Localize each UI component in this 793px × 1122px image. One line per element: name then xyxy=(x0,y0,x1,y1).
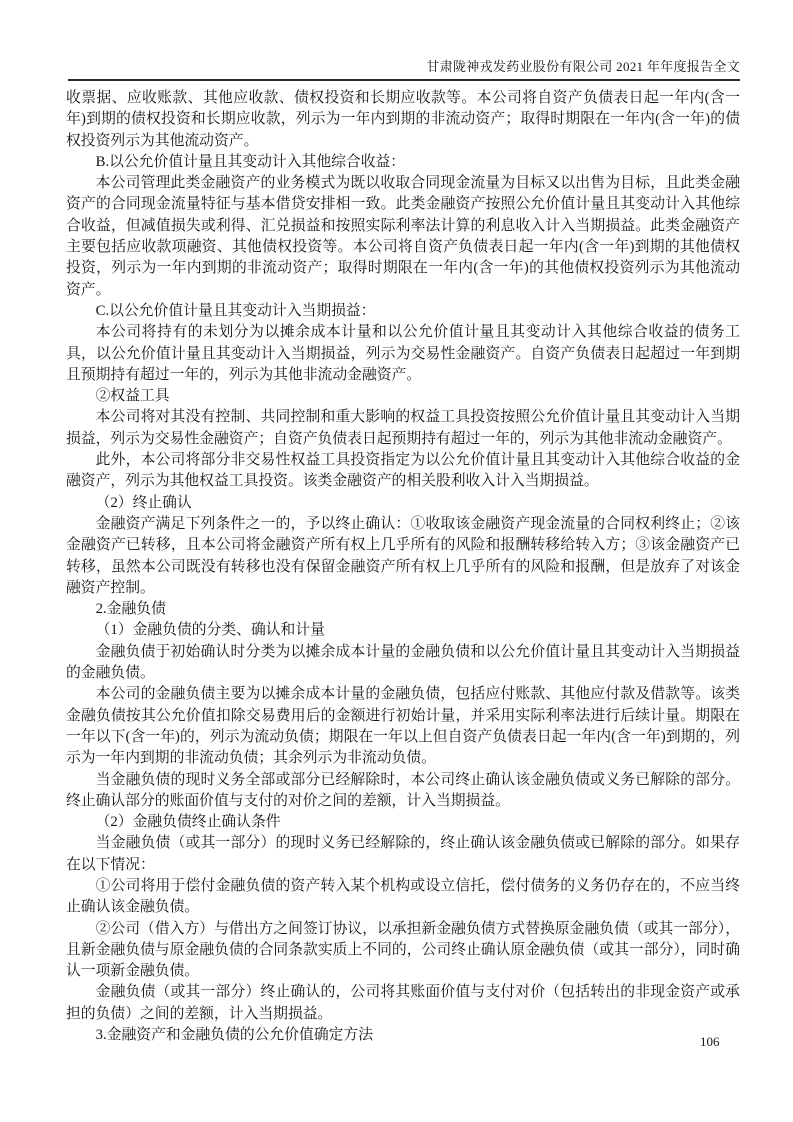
paragraph: 金融资产满足下列条件之一的，予以终止确认：①收取该金融资产现金流量的合同权利终止；②该金融资产已转移，且本公司将金融资产所有权上几乎所有的风险和报酬转移给转入方；③该金融资产已转移，虽然本公司既没有转移也没有保留金融资产所有权上几乎所有的风险和报酬，但是放弃了对该金融资产控制。 xyxy=(66,515,740,596)
paragraph: ②权益工具 xyxy=(95,388,170,405)
paragraph: ②公司（借入方）与借出方之间签订协议，以承担新金融负债方式替换原金融负债（或其一部分），且新金融负债与原金融负债的合同条款实质上不同的，公司终止确认原金融负债（或其一部分），同时确认一项新金融负债。 xyxy=(66,920,740,980)
paragraph: 2.金融负债 xyxy=(95,601,166,618)
paragraph: C.以公允价值计量且其变动计入当期损益： xyxy=(95,302,376,319)
paragraph: ①公司将用于偿付金融负债的资产转入某个机构或设立信托，偿付债务的义务仍存在的，不应当终止确认该金融负债。 xyxy=(66,877,740,916)
page-number: 106 xyxy=(700,1034,720,1049)
document-body xyxy=(66,88,740,1046)
paragraph: 金融负债于初始确认时分类为以摊余成本计量的金融负债和以公允价值计量且其变动计入当期损益的金融负债。 xyxy=(66,643,740,682)
paragraph: （2）终止确认 xyxy=(95,494,192,511)
page-header: 甘肃陇神戎发药业股份有限公司 2021 年年度报告全文 xyxy=(68,56,740,81)
paragraph: 此外，本公司将部分非交易性权益工具投资指定为以公允价值计量且其变动计入其他综合收益的金融资产，列示为其他权益工具投资。该类金融资产的相关股利收入计入当期损益。 xyxy=(66,452,740,490)
paragraph: 3.金融资产和金融负债的公允价值确定方法 xyxy=(95,1027,374,1044)
paragraph: 本公司将对其没有控制、共同控制和重大影响的权益工具投资按照公允价值计量且其变动计入当期损益，列示为交易性金融资产；自资产负债表日起预期持有超过一年的，列示为其他非流动金融资产。 xyxy=(66,409,740,447)
paragraph: 本公司将持有的未划分为以摊余成本计量和以公允价值计量且其变动计入其他综合收益的债务工具，以公允价值计量且其变动计入当期损益，列示为交易性金融资产。自资产负债表日起超过一年到期且预期持有超过一年的，列示为其他非流动金融资产。 xyxy=(66,324,740,383)
paragraph: 当金融负债的现时义务全部或部分已经解除时，本公司终止确认该金融负债或义务已解除的部分。终止确认部分的账面价值与支付的对价之间的差额，计入当期损益。 xyxy=(66,771,740,809)
paragraph: （2）金融负债终止确认条件 xyxy=(95,814,281,831)
paragraph: 收票据、应收账款、其他应收款、债权投资和长期应收款等。本公司将自资产负债表日起一年内(含一年)到期的债权投资和长期应收款，列示为一年内到期的非流动资产；取得时期限在一年内(含一年)的债权投资列示为其他流动资产。 xyxy=(66,90,740,149)
paragraph: 金融负债（或其一部分）终止确认的，公司将其账面价值与支付对价（包括转出的非现金资产或承担的负债）之间的差额，计入当期损益。 xyxy=(66,984,740,1022)
paragraph: 当金融负债（或其一部分）的现时义务已经解除的，终止确认该金融负债或已解除的部分。如果存在以下情况： xyxy=(66,835,740,873)
paragraph: 本公司管理此类金融资产的业务模式为既以收取合同现金流量为目标又以出售为目标，且此类金融资产的合同现金流量特征与基本借贷安排相一致。此类金融资产按照公允价值计量且其变动计入其他综合收益，但减值损失或利得、汇兑损益和按照实际利率法计算的利息收入计入当期损益。此类金融资产主要包括应收款项融资、其他债权投资等。本公司将自资产负债表日起一年内(含一年)到期的其他债权投资，列示为一年内到期的非流动资产；取得时期限在一年内(含一年)的其他债权投资列示为其他流动资产。 xyxy=(66,175,740,298)
paragraph: 本公司的金融负债主要为以摊余成本计量的金融负债，包括应付账款、其他应付款及借款等。该类金融负债按其公允价值扣除交易费用后的金额进行初始计量，并采用实际利率法进行后续计量。期限在一年以下(含一年)的，列示为流动负债；期限在一年以上但自资产负债表日起一年内(含一年)到期的，列示为一年内到期的非流动负债；其余列示为非流动负债。 xyxy=(66,686,740,767)
paragraph: B.以公允价值计量且其变动计入其他综合收益： xyxy=(95,153,406,170)
paragraph: （1）金融负债的分类、确认和计量 xyxy=(95,622,325,639)
